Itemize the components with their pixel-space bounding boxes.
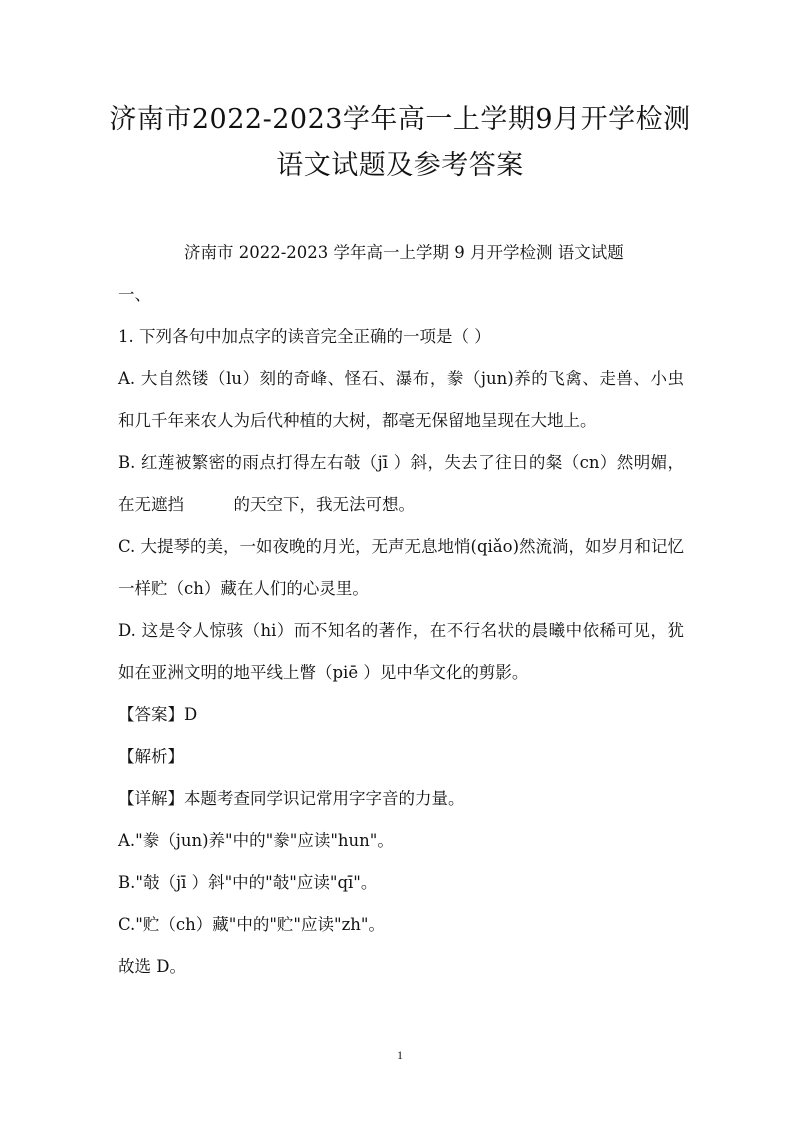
document-title-line-1: 济南市2022-2023学年高一上学期9月开学检测 bbox=[109, 104, 691, 135]
page-number: 1 bbox=[397, 1048, 403, 1062]
option-a: A. 大自然镂（lu）刻的奇峰、怪石、瀑布，豢（jun)养的飞禽、走兽、小虫和几千年来农人为后代种植的大树，都毫无保留地呈现在大地上。 bbox=[118, 369, 684, 430]
option-c: C. 大提琴的美，一如夜晚的月光，无声无息地悄(qiǎo)然流淌，如岁月和记忆一样贮（ch）藏在人们的心灵里。 bbox=[118, 537, 685, 598]
explanation-c: C."贮（ch）藏"中的"贮"应读"zh"。 bbox=[118, 915, 386, 934]
answer-line: 【答案】D bbox=[118, 705, 198, 724]
analysis-label: 【解析】 bbox=[118, 747, 184, 766]
document-title-line-2: 语文试题及参考答案 bbox=[276, 150, 524, 181]
explanation-a: A."豢（jun)养"中的"豢"应读"hun"。 bbox=[118, 831, 394, 850]
explanation-b: B."攲（jī ）斜"中的"攲"应读"qī"。 bbox=[118, 873, 378, 892]
option-d: D. 这是令人惊骇（hi）而不知名的著作，在不行名状的晨曦中依稀可见，犹如在亚洲文明的地平线上瞥（piē ）见中华文化的剪影。 bbox=[118, 621, 684, 682]
exam-subtitle: 济南市 2022-2023 学年高一上学期 9 月开学检测 语文试题 bbox=[184, 243, 624, 262]
section-marker: 一、 bbox=[118, 285, 151, 304]
document-body bbox=[118, 232, 684, 988]
question-1: 1. 下列各句中加点字的读音完全正确的一项是（ ） bbox=[118, 327, 491, 346]
option-b: B. 红莲被繁密的雨点打得左右攲（jī ）斜，失去了往日的粲（cn）然明媚，在无遮挡 的天空下，我无法可想。 bbox=[118, 453, 684, 514]
conclusion-line: 故选 D。 bbox=[118, 957, 186, 976]
detail-line: 【详解】本题考查同学识记常用字字音的力量。 bbox=[118, 789, 465, 808]
